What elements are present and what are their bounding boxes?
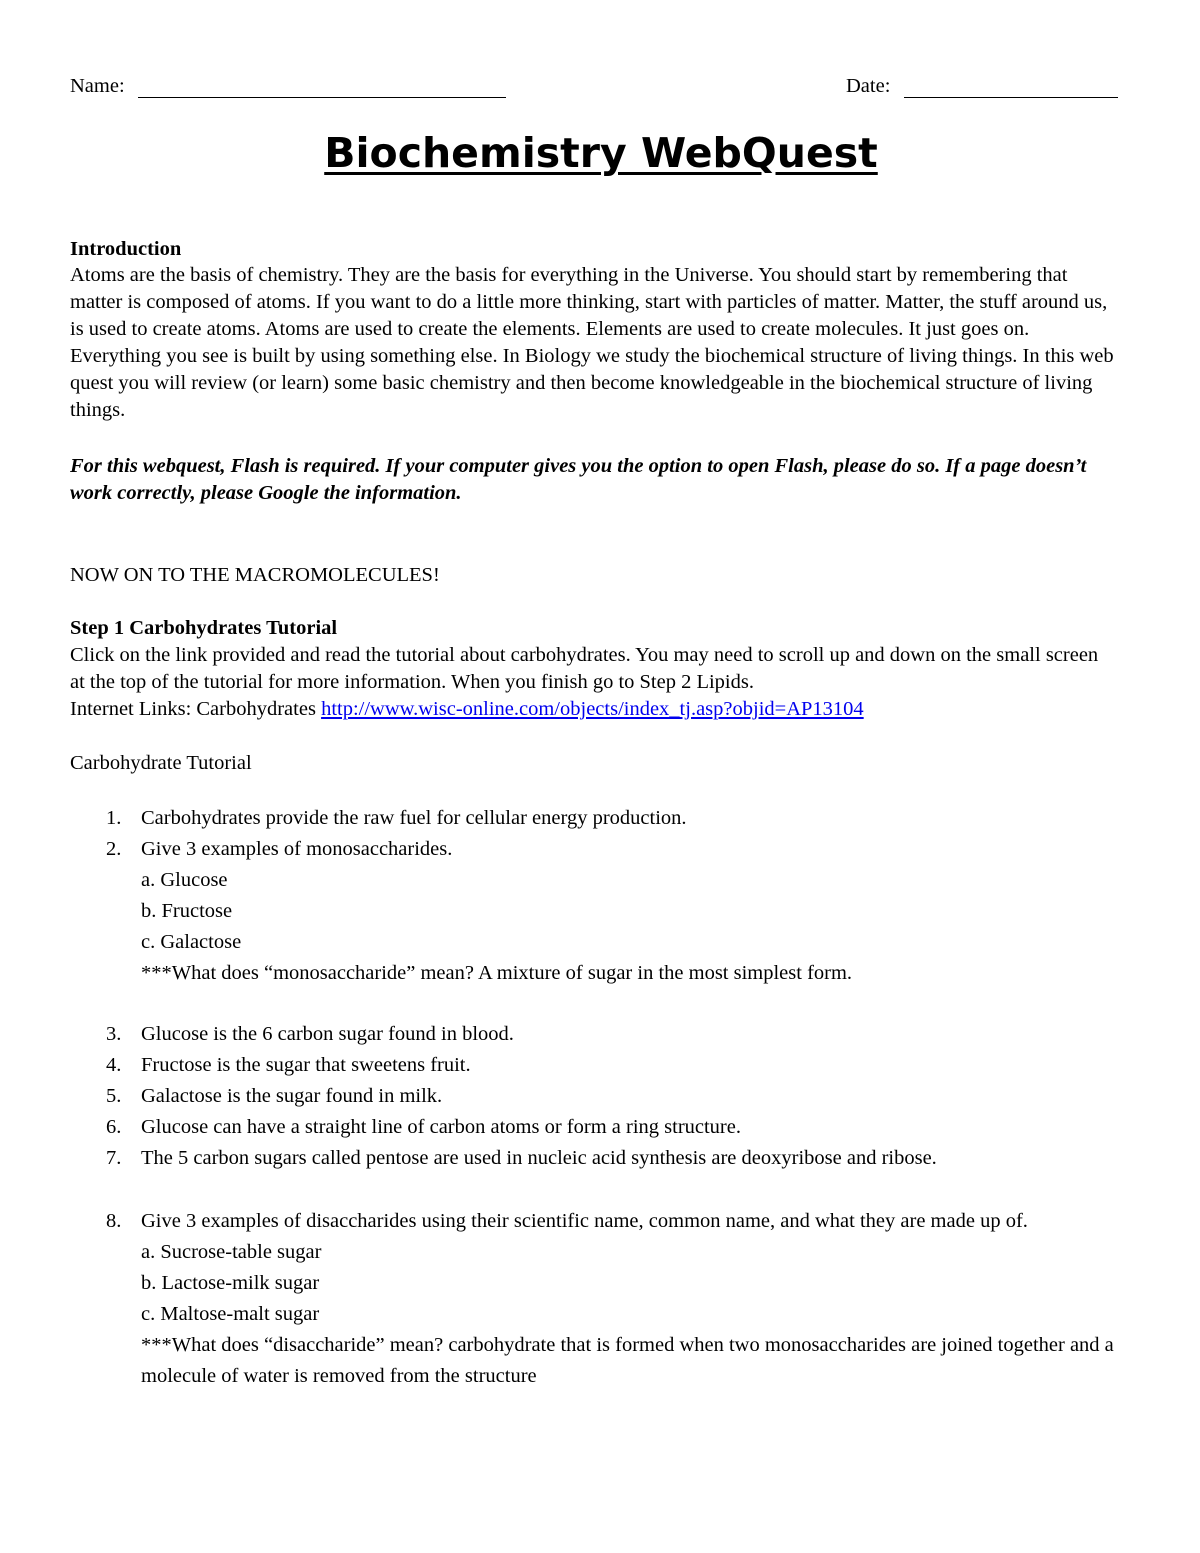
introduction-heading: Introduction [70,238,182,260]
name-field-line [138,97,506,98]
internet-links-label: Internet Links: Carbohydrates [70,698,322,720]
list-item [70,1050,1132,1081]
item-number: 1. [106,807,122,829]
item-text: Glucose can have a straight line of carbon atoms or form a ring structure. [141,1116,741,1138]
question-list [70,803,1132,989]
list-item [70,834,1132,989]
step1-heading: Step 1 Carbohydrates Tutorial [70,617,338,639]
page-title: Biochemistry WebQuest [324,129,878,177]
item-number: 6. [106,1116,122,1138]
date-field-line [904,97,1118,98]
item-text: Carbohydrates provide the raw fuel for cellular energy production. [141,807,687,829]
list-item [70,803,1132,834]
definition-answer: ***What does “monosaccharide” mean? A mixture of sugar in the most simplest form. [141,962,853,984]
macromolecules-heading: NOW ON TO THE MACROMOLECULES! [70,564,440,586]
internet-links-line [70,696,1110,723]
step1-instructions-block [70,642,1110,723]
question-list [70,1206,1132,1392]
item-number: 7. [106,1147,122,1169]
item-number: 4. [106,1054,122,1076]
list-item [70,1143,1132,1174]
item-text: Give 3 examples of monosaccharides. [141,838,453,860]
sub-answer: b. Fructose [141,900,233,922]
carbohydrates-link[interactable]: http://www.wisc-online.com/objects/index_tj.asp?objid=AP13104 [321,698,864,720]
list-item [70,1112,1132,1143]
name-label: Name: [70,75,125,97]
sub-answer: a. Glucose [141,869,228,891]
date-label: Date: [846,75,891,97]
item-text: Galactose is the sugar found in milk. [141,1085,443,1107]
list-item [70,1206,1132,1392]
flash-note: For this webquest, Flash is required. If your computer gives you the option to open Flash, please do so. If a page doesn’t work correctly, please Google the information. [70,455,1087,504]
list-item [70,1019,1132,1050]
question-list [70,1019,1132,1174]
item-number: 5. [106,1085,122,1107]
sub-answer: c. Maltose-malt sugar [141,1303,320,1325]
item-number: 8. [106,1210,122,1232]
item-number: 2. [106,838,122,860]
item-text: Glucose is the 6 carbon sugar found in blood. [141,1023,514,1045]
item-text: The 5 carbon sugars called pentose are used in nucleic acid synthesis are deoxyribose and ribose. [141,1147,937,1169]
tutorial-title: Carbohydrate Tutorial [70,752,252,774]
item-text: Fructose is the sugar that sweetens fruit. [141,1054,471,1076]
step1-instructions: Click on the link provided and read the tutorial about carbohydrates. You may need to scroll up and down on the small screen at the top of the tutorial for more information. When you finish go to Step 2 Lipids. [70,644,1099,693]
sub-answer: a. Sucrose-table sugar [141,1241,322,1263]
list-item [70,1081,1132,1112]
introduction-text: Atoms are the basis of chemistry. They are the basis for everything in the Universe. You should start by remembering that matter is composed of atoms. If you want to do a little more thinking, start with particles of matter. Matter, the stuff around us, is used to create atoms. Atoms are used to create the elements. Elements are used to create molecules. It just goes on. Everything you see is built by using something else. In Biology we study the biochemical structure of living things. In this web quest you will review (or learn) some basic chemistry and then become knowledgeable in the biochemical structure of living things. [70,264,1114,421]
header-row [70,73,1132,103]
sub-answer: c. Galactose [141,931,242,953]
item-text: Give 3 examples of disaccharides using their scientific name, common name, and what they are made up of. [141,1210,1028,1232]
item-number: 3. [106,1023,122,1045]
sub-answer: b. Lactose-milk sugar [141,1272,320,1294]
definition-answer: ***What does “disaccharide” mean? carbohydrate that is formed when two monosaccharides are joined together and a molecule of water is removed from the structure [141,1334,1114,1387]
